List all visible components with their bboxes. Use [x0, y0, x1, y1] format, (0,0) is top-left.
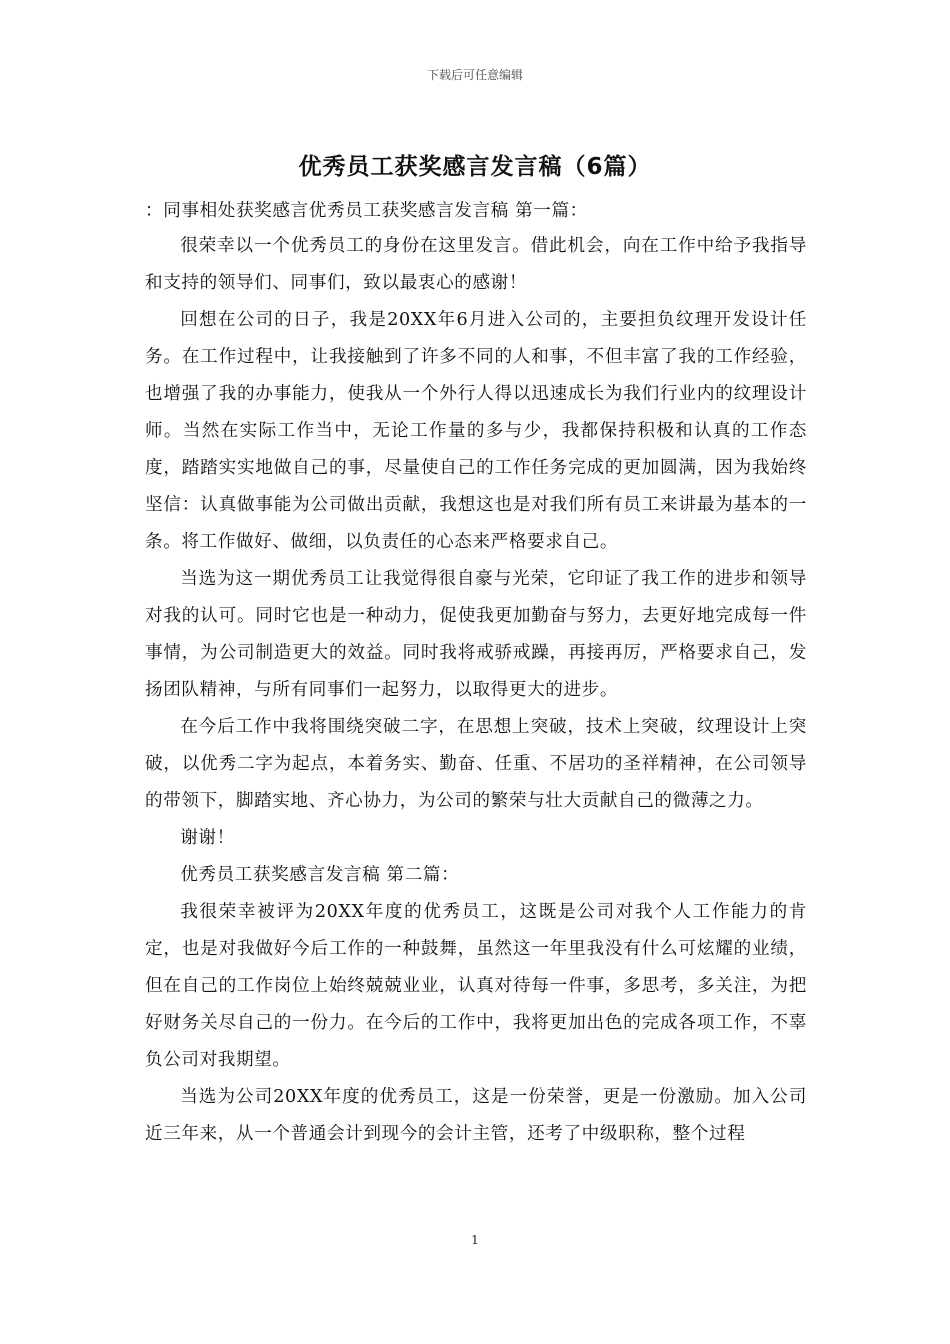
paragraph-section-heading-1: ：同事相处获奖感言优秀员工获奖感言发言稿 第一篇：	[145, 201, 588, 221]
paragraph: 在今后工作中我将围绕突破二字，在思想上突破，技术上突破，纹理设计上突破，以优秀二字为起点，本着务实、勤奋、任重、不居功的圣祥精神，在公司领导的带领下，脚踏实地、齐心协力，为公司的繁荣与壮大贡献自己的微薄之力。	[145, 717, 807, 811]
paragraph: 回想在公司的日子，我是20XX年6月进入公司的，主要担负纹理开发设计任务。在工作过程中，让我接触到了许多不同的人和事，不但丰富了我的工作经验，也增强了我的办事能力，使我从一个外行人得以迅速成长为我们行业内的纹理设计师。当然在实际工作当中，无论工作量的多与少，我都保持积极和认真的工作态度，踏踏实实地做自己的事，尽量使自己的工作任务完成的更加圆满，因为我始终坚信：认真做事能为公司做出贡献，我想这也是对我们所有员工来讲最为基本的一条。将工作做好、做细，以负责任的心态来严格要求自己。	[145, 310, 807, 552]
paragraph-thanks: 谢谢！	[180, 828, 235, 848]
page-number: 1	[471, 1233, 479, 1247]
paragraph: 我很荣幸被评为20XX年度的优秀员工，这既是公司对我个人工作能力的肯定，也是对我做好今后工作的一种鼓舞，虽然这一年里我没有什么可炫耀的业绩，但在自己的工作岗位上始终兢兢业业，认真对待每一件事，多思考，多关注，为把好财务关尽自己的一份力。在今后的工作中，我将更加出色的完成各项工作，不辜负公司对我期望。	[145, 902, 807, 1070]
header-note: 下载后可任意编辑	[426, 68, 523, 82]
document-title: 优秀员工获奖感言发言稿（6篇）	[298, 154, 652, 180]
paragraph-section-heading-2: 优秀员工获奖感言发言稿 第二篇：	[180, 865, 460, 885]
paragraph: 当选为公司20XX年度的优秀员工，这是一份荣誉，更是一份激励。加入公司近三年来，从一个普通会计到现今的会计主管，还考了中级职称，整个过程	[145, 1087, 807, 1144]
paragraph: 当选为这一期优秀员工让我觉得很自豪与光荣，它印证了我工作的进步和领导对我的认可。同时它也是一种动力，促使我更加勤奋与努力，去更好地完成每一件事情，为公司制造更大的效益。同时我将戒骄戒躁，再接再厉，严格要求自己，发扬团队精神，与所有同事们一起努力，以取得更大的进步。	[145, 569, 807, 700]
paragraph: 很荣幸以一个优秀员工的身份在这里发言。借此机会，向在工作中给予我指导和支持的领导们、同事们，致以最衷心的感谢！	[145, 236, 807, 293]
document-body	[145, 194, 807, 1153]
